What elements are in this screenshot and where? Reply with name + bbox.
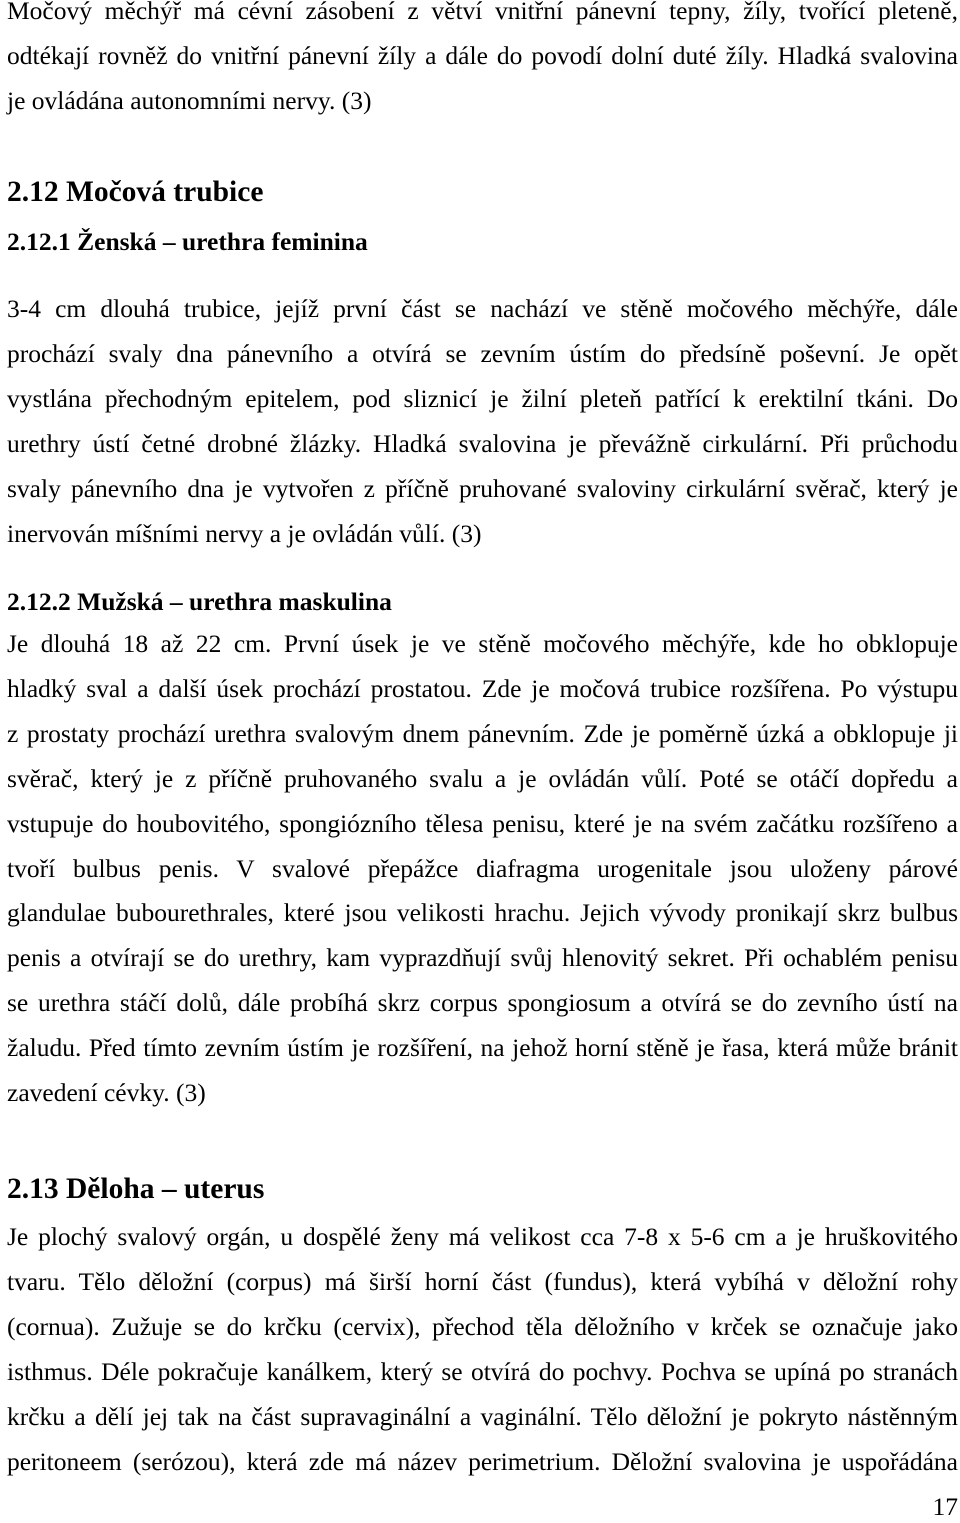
section-heading-2-12: 2.12 Močová trubice (7, 176, 264, 208)
text-line: se urethra stáčí dolů, dále probíhá skrz corpus spongiosum a otvírá se do zevního ústí na (7, 988, 958, 1018)
text-line: peritoneem (serózou), která zde má název perimetrium. Děložní svalovina je uspořádána (7, 1446, 958, 1476)
text-line: isthmus. Déle pokračuje kanálkem, který se otvírá do pochvy. Pochva se upíná po stranách (7, 1356, 958, 1386)
text-line: penis a otvírají se do urethry, kam vyprazdňují svůj hlenovitý sekret. Při ochablém penisu (7, 943, 958, 973)
text-line: 3-4 cm dlouhá trubice, jejíž první část se nachází ve stěně močového měchýře, dále (7, 294, 958, 323)
paragraph-urethra-maskulina (7, 622, 958, 1116)
text-line: z prostaty prochází urethra svalovým dnem pánevním. Zde je poměrně úzká a obklopuje ji (7, 718, 958, 748)
text-line: odtékají rovněž do vnitřní pánevní žíly a dále do povodí dolní duté žíly. Hladká svalovina (7, 40, 958, 70)
paragraph-urethra-feminina (7, 287, 958, 556)
text-line: krčku a dělí jej tak na část supravaginální a vaginální. Tělo děložní je pokryto nástěnným (7, 1401, 958, 1431)
paragraph-intro (7, 0, 958, 124)
text-line: prochází svaly dna pánevního a otvírá se zevním ústím do předsíně poševní. Je opět (7, 338, 958, 368)
subsection-heading-2-12-1: 2.12.1 Ženská – urethra feminina (7, 227, 368, 256)
text-line: žaludu. Před tímto zevním ústím je rozšíření, na jehož horní stěně je řasa, která může bránit (7, 1033, 958, 1063)
text-line: je ovládána autonomními nervy. (3) (7, 85, 372, 115)
text-line: inervován míšními nervy a je ovládán vůlí. (3) (7, 518, 482, 548)
text-line: tvaru. Tělo děložní (corpus) má širší horní část (fundus), která vybíhá v děložní rohy (7, 1266, 958, 1296)
section-heading-2-13: 2.13 Děloha – uterus (7, 1173, 265, 1205)
paragraph-uterus (7, 1215, 958, 1484)
text-line: urethry ústí četné drobné žlázky. Hladká svalovina je převážně cirkulární. Při průchodu (7, 428, 958, 458)
text-line: svaly pánevního dna je vytvořen z příčně pruhované svaloviny cirkulární svěrač, který je (7, 473, 958, 503)
subsection-heading-2-12-2: 2.12.2 Mužská – urethra maskulina (7, 587, 392, 616)
text-line: hladký sval a další úsek prochází prostatou. Zde je močová trubice rozšířena. Po výstupu (7, 673, 958, 703)
text-line: Je plochý svalový orgán, u dospělé ženy má velikost cca 7-8 x 5-6 cm a je hruškovitého (7, 1222, 958, 1251)
text-line: zavedení cévky. (3) (7, 1078, 206, 1108)
text-line: vstupuje do houbovitého, spongiózního tělesa penisu, které je na svém začátku rozšířeno a (7, 808, 958, 838)
text-line: tvoří bulbus penis. V svalové přepážce diafragma urogenitale jsou uloženy párové (7, 853, 958, 883)
text-line: vystlána přechodným epitelem, pod sliznicí je žilní pleteň patřící k erektilní tkáni. Do (7, 383, 958, 413)
page-number: 17 (932, 1492, 958, 1521)
text-line: (cornua). Zužuje se do krčku (cervix), přechod těla děložního v krček se označuje jako (7, 1311, 958, 1341)
text-line: Je dlouhá 18 až 22 cm. První úsek je ve stěně močového měchýře, kde ho obklopuje (7, 629, 958, 658)
text-line: Močový měchýř má cévní zásobení z větví vnitřní pánevní tepny, žíly, tvořící pleteně, (7, 0, 958, 25)
text-line: glandulae bubourethrales, které jsou velikosti hrachu. Jejich vývody pronikají skrz bulbus (7, 898, 958, 928)
text-line: svěrač, který je z příčně pruhovaného svalu a je ovládán vůlí. Poté se otáčí dopředu a (7, 763, 958, 793)
